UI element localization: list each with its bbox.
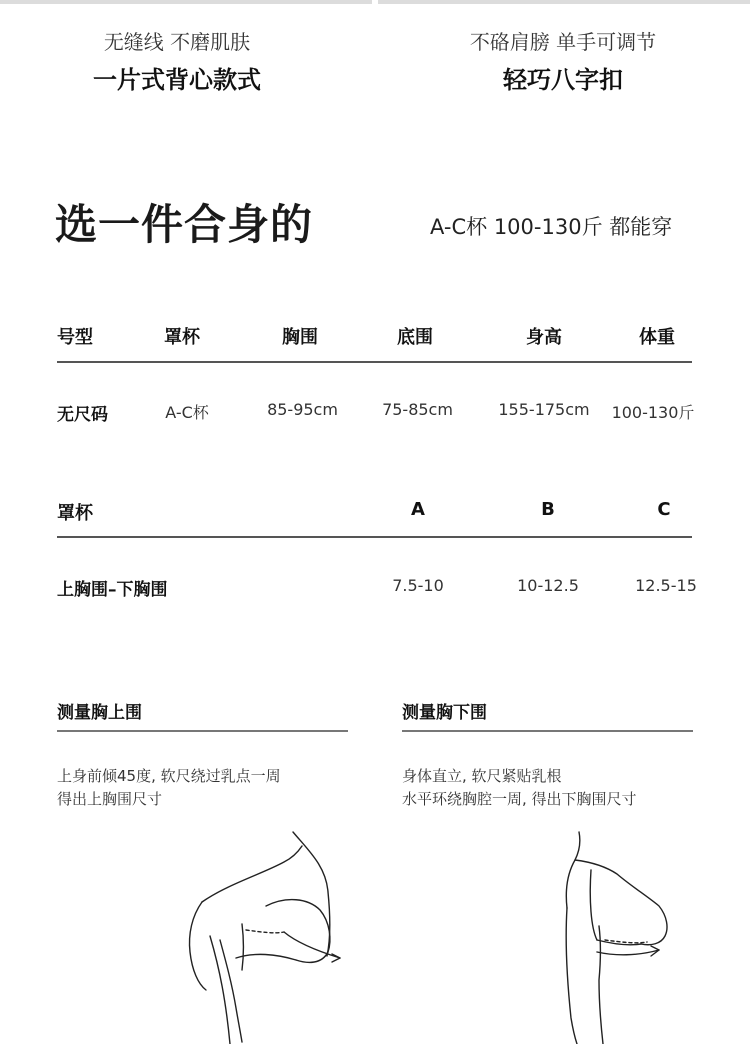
feature-2-title: 轻巧八字扣 — [503, 66, 623, 94]
feature-1-title: 一片式背心款式 — [93, 66, 261, 94]
size-header-underbust: 底围 — [397, 327, 433, 348]
measure-under-title: 测量胸下围 — [402, 703, 487, 723]
section-subtitle: A-C杯 100-130斤 都能穿 — [430, 215, 673, 239]
size-row-type: 无尺码 — [57, 405, 108, 425]
size-header-height: 身高 — [526, 327, 562, 348]
top-divider-left — [0, 0, 372, 4]
size-row-height: 155-175cm — [498, 400, 590, 419]
measure-under-divider — [402, 730, 693, 732]
cup-header-b: B — [541, 499, 555, 520]
size-table-divider — [57, 361, 692, 363]
size-row-underbust: 75-85cm — [382, 400, 453, 419]
measure-upper-divider — [57, 730, 348, 732]
measure-upper-line-1: 上身前倾45度, 软尺绕过乳点一周 — [57, 767, 281, 785]
leaning-torso-illustration — [180, 830, 360, 1044]
top-divider-right — [378, 0, 750, 4]
measure-under-line-1: 身体直立, 软尺紧贴乳根 — [402, 767, 562, 785]
cup-row-b: 10-12.5 — [517, 576, 579, 595]
section-title: 选一件合身的 — [55, 200, 314, 249]
measure-upper-line-2: 得出上胸围尺寸 — [57, 790, 163, 808]
size-row-cup: A-C杯 — [165, 403, 209, 422]
size-header-weight: 体重 — [639, 327, 675, 348]
cup-table-divider — [57, 536, 692, 538]
cup-row-c: 12.5-15 — [635, 576, 697, 595]
size-row-weight: 100-130斤 — [611, 403, 695, 422]
standing-torso-illustration — [555, 830, 675, 1044]
cup-row-label: 上胸围–下胸围 — [57, 580, 168, 600]
feature-1-subtitle: 无缝线 不磨肌肤 — [103, 30, 251, 54]
cup-header-a: A — [411, 499, 425, 520]
feature-2-subtitle: 不硌肩膀 单手可调节 — [469, 30, 657, 54]
measure-upper-title: 测量胸上围 — [57, 703, 142, 723]
size-header-type: 号型 — [57, 327, 93, 348]
measure-under-line-2: 水平环绕胸腔一周, 得出下胸围尺寸 — [402, 790, 637, 808]
size-row-bust: 85-95cm — [267, 400, 338, 419]
cup-header-label: 罩杯 — [57, 503, 93, 524]
cup-header-c: C — [657, 499, 671, 520]
cup-row-a: 7.5-10 — [392, 576, 444, 595]
size-header-cup: 罩杯 — [164, 327, 200, 348]
size-header-bust: 胸围 — [282, 327, 318, 348]
